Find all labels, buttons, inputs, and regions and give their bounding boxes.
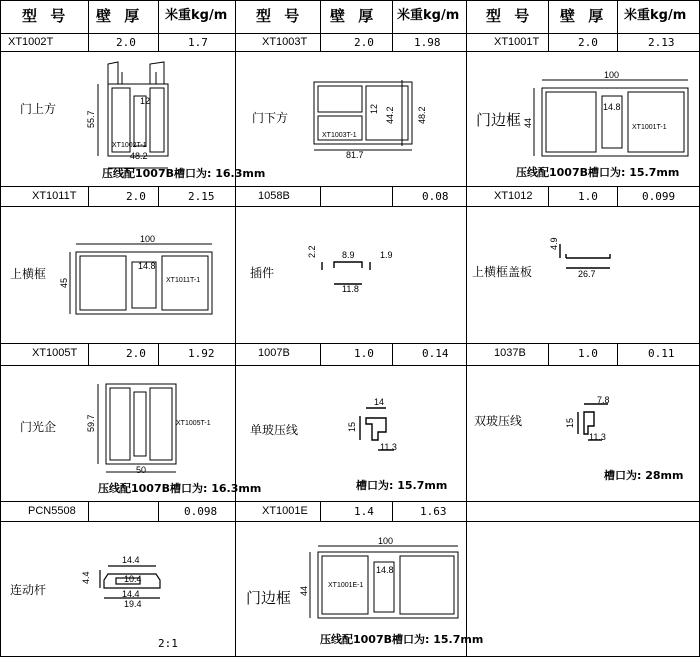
profile-label: 门边框	[246, 589, 292, 607]
profile-label: 门下方	[252, 111, 289, 125]
part-number: XT1011T-1	[166, 277, 201, 284]
dimension-text: 10.4	[124, 574, 142, 584]
model-code: XT1012	[494, 190, 533, 202]
weight-per-meter: 0.099	[642, 190, 676, 203]
dimension-text: 14.8	[138, 261, 156, 271]
header-model-3: 型 号	[486, 7, 534, 25]
dimension-text: 59.7	[86, 414, 96, 432]
dimension-text: 1.9	[380, 250, 393, 260]
part-number: XT1005T-1	[176, 420, 211, 427]
dimension-text: 48.2	[417, 106, 427, 124]
profile-label: 连动杆	[10, 583, 47, 597]
dimension-text: 7.8	[597, 395, 610, 405]
dimension-text: 14.4	[122, 555, 140, 565]
dimension-text: 2.2	[307, 245, 317, 258]
weight-per-meter: 1.63	[420, 505, 447, 518]
model-code: XT1005T	[32, 347, 78, 359]
wall-thickness: 2.0	[126, 190, 146, 203]
model-code: XT1001T	[494, 36, 540, 48]
model-code: XT1003T	[262, 36, 308, 48]
header-model-2: 型 号	[256, 7, 304, 25]
dimension-text: 55.7	[86, 110, 96, 128]
weight-per-meter: 2.15	[188, 190, 215, 203]
dimension-text: 12	[369, 103, 379, 114]
wall-thickness: 2.0	[116, 36, 136, 49]
part-number: XT1001T-1	[632, 124, 667, 131]
header-wall-2: 壁 厚	[330, 7, 378, 25]
dimension-text: 15	[347, 421, 357, 432]
weight-per-meter: 1.98	[414, 36, 441, 49]
slot-note: 压线配1007B槽口为: 16.3mm	[98, 482, 262, 495]
model-code: XT1011T	[32, 190, 77, 202]
profile-label: 上横框	[10, 267, 47, 281]
wall-thickness: 1.4	[354, 505, 374, 518]
wall-thickness: 1.0	[578, 190, 598, 203]
slot-note: 槽口为: 15.7mm	[356, 479, 448, 492]
dimension-text: 12	[140, 96, 151, 106]
model-code: PCN5508	[28, 505, 76, 517]
wall-thickness: 2.0	[126, 347, 146, 360]
dimension-text: 15	[565, 417, 575, 428]
part-number: XT1003T-1	[322, 132, 357, 139]
dimension-text: 100	[604, 70, 620, 80]
model-code: XT1001E	[262, 505, 308, 517]
dimension-text: 4.4	[81, 571, 91, 584]
wall-thickness: 1.0	[354, 347, 374, 360]
dimension-text: 45	[59, 277, 69, 288]
dimension-text: 19.4	[124, 599, 142, 609]
weight-per-meter: 1.92	[188, 347, 215, 360]
dimension-text: 14	[374, 397, 385, 407]
profile-label: 门上方	[20, 102, 57, 116]
slot-note: 压线配1007B槽口为: 16.3mm	[102, 167, 266, 180]
header-weight-1: 米重kg/m	[165, 8, 228, 23]
slot-note: 槽口为: 28mm	[604, 469, 684, 482]
dimension-text: 44.2	[385, 106, 395, 124]
scale-note: 2:1	[158, 637, 178, 650]
weight-per-meter: 1.7	[188, 36, 208, 49]
dimension-text: 14.4	[122, 589, 140, 599]
dimension-text: 14.8	[376, 565, 394, 575]
profile-label: 上横框盖板	[472, 265, 533, 279]
weight-per-meter: 0.098	[184, 505, 218, 518]
dimension-text: 44	[299, 585, 309, 596]
weight-per-meter: 0.08	[422, 190, 449, 203]
slot-note: 压线配1007B槽口为: 15.7mm	[516, 166, 680, 179]
header-model-1: 型 号	[22, 7, 70, 25]
dimension-text: 11.8	[342, 284, 359, 294]
dimension-text: 50	[136, 465, 147, 475]
model-code: 1037B	[494, 347, 526, 359]
weight-per-meter: 2.13	[648, 36, 675, 49]
wall-thickness: 1.0	[578, 347, 598, 360]
dimension-text: 81.7	[346, 150, 364, 160]
wall-thickness: 2.0	[354, 36, 374, 49]
profile-label: 门边框	[476, 111, 522, 129]
dimension-text: 26.7	[578, 269, 596, 279]
model-code: XT1002T	[8, 36, 54, 48]
part-number: XT1001E-1	[328, 582, 364, 589]
dimension-text: 48.2	[130, 151, 148, 161]
model-code: 1007B	[258, 347, 290, 359]
part-number: XT1002T-1	[112, 142, 147, 149]
profile-label: 单玻压线	[250, 423, 299, 437]
slot-note: 压线配1007B槽口为: 15.7mm	[320, 633, 484, 646]
dimension-text: 100	[378, 536, 394, 546]
dimension-text: 8.9	[342, 250, 355, 260]
dimension-text: 11.3	[589, 432, 606, 442]
header-weight-2: 米重kg/m	[397, 8, 460, 23]
dimension-text: 11.3	[380, 442, 397, 452]
weight-per-meter: 0.14	[422, 347, 449, 360]
model-code: 1058B	[258, 190, 290, 202]
header-weight-3: 米重kg/m	[624, 8, 687, 23]
wall-thickness: 2.0	[578, 36, 598, 49]
header-wall-1: 壁 厚	[96, 7, 144, 25]
weight-per-meter: 0.11	[648, 347, 675, 360]
profile-label: 门光企	[20, 420, 57, 434]
header-wall-3: 壁 厚	[560, 7, 608, 25]
profile-label: 插件	[250, 266, 275, 280]
dimension-text: 14.8	[603, 102, 621, 112]
dimension-text: 4.9	[549, 237, 559, 250]
dimension-text: 44	[523, 117, 533, 128]
dimension-text: 100	[140, 234, 156, 244]
profile-label: 双玻压线	[474, 414, 523, 428]
